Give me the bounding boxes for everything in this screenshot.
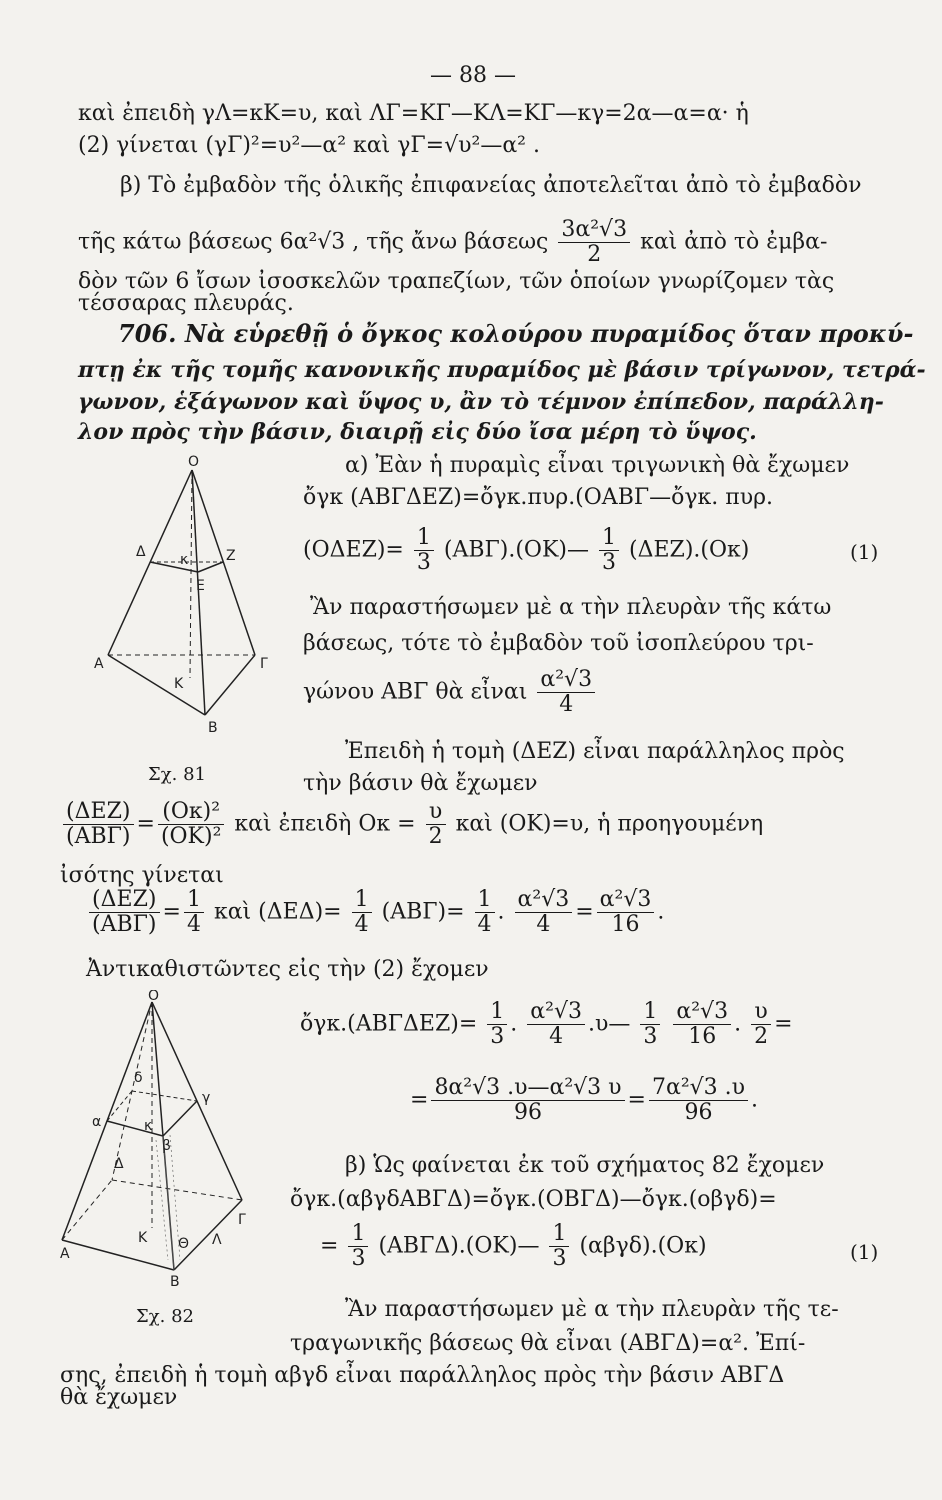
height-OK (190, 470, 192, 678)
text-fragment: καὶ (ΟΚ)=υ, ἡ προηγουμένη (455, 811, 764, 837)
numerator: (ΔΕΖ) (63, 800, 134, 825)
fraction (597, 888, 655, 937)
fig-label: Ζ (226, 548, 236, 564)
problem-text: Νὰ εὑρεθῇ ὁ ὄγκος κολούρου πυραμίδος ὅταν προκύ- (184, 319, 914, 348)
fraction (515, 888, 573, 937)
text-line: ὄγκ.(αβγδΑΒΓΔ)=ὄγκ.(ΟΒΓΔ)—ὄγκ.(οβγδ)= (290, 1187, 777, 1212)
fig-label: Κ (174, 676, 184, 692)
numerator: 1 (549, 1222, 569, 1247)
text-line: (2) γίνεται (γΓ)²=υ²—α² καὶ γΓ=√υ²—α² . (78, 133, 540, 158)
text-fragment: γώνου ΑΒΓ θὰ εἶναι (303, 679, 528, 705)
denominator: 16 (611, 912, 640, 937)
numerator: υ (426, 800, 446, 825)
fig-label: Θ (178, 1236, 190, 1252)
fraction (649, 1076, 748, 1125)
equation-line (320, 1222, 707, 1271)
text-fragment: = (320, 1233, 339, 1259)
text-line: β) Τὸ ἐμβαδὸν τῆς ὁλικῆς ἐπιφανείας ἀποτελεῖται ἀπὸ τὸ ἐμβαδὸν (120, 173, 862, 198)
edge-DG-hidden (112, 1180, 242, 1200)
denominator: 3 (490, 1024, 505, 1049)
text-line: βάσεως, τότε τὸ ἐμβαδὸν τοῦ ἰσοπλεύρου τρι- (303, 631, 814, 656)
edge-ad-hidden (107, 1091, 132, 1121)
fig-label: κ (144, 1118, 153, 1134)
figure-82-square-frustum (52, 990, 262, 1290)
numerator: 1 (599, 526, 619, 551)
numerator: (Οκ)² (158, 800, 224, 825)
denominator: 96 (513, 1100, 542, 1125)
text-line: τέσσαρας πλευράς. (78, 291, 294, 316)
fraction (599, 526, 619, 575)
text-line: τραγωνικῆς βάσεως θὰ εἶναι (ΑΒΓΔ)=α². Ἐπί- (290, 1331, 806, 1356)
numerator: 8α²√3 .υ—α²√3 υ (431, 1076, 624, 1101)
fraction (352, 888, 372, 937)
figure-82-caption: Σχ. 82 (136, 1306, 194, 1327)
fraction (673, 1000, 731, 1049)
denominator: (ΑΒΓ) (92, 912, 157, 937)
fig-label: Λ (212, 1232, 222, 1248)
text-line: Ἂν παραστήσωμεν μὲ α τὴν πλευρὰν τῆς τε- (345, 1297, 839, 1322)
fraction (89, 888, 160, 937)
text-line: Ἀντικαθιστῶντες εἰς τὴν (2) ἔχομεν (86, 957, 489, 982)
denominator: 3 (643, 1024, 658, 1049)
text-line: Ἂν παραστήσωμεν μὲ α τὴν πλευρὰν τῆς κάτω (310, 595, 832, 620)
problem-line: λον πρὸς τὴν βάσιν, διαιρῇ εἰς δύο ἴσα μέρη τὸ ὕψος. (78, 419, 757, 445)
numerator: 1 (348, 1222, 368, 1247)
fraction (549, 1222, 569, 1271)
fraction (558, 218, 630, 267)
equation-line: ὄγκ.(ΑΒΓΔΕΖ)= $\frac{1}{3}$ . $\frac{\text{α²√3}}{4}$ .υ— $\frac{1}{3}$ $\frac{\text{α²√3}}{16}$ . $\frac{\upsilon}{2}$ = (300, 999, 793, 1049)
numerator: (ΔΕΖ) (89, 888, 160, 913)
fig-label: δ (134, 1070, 143, 1086)
numerator: 3α²√3 (558, 218, 630, 243)
figure-81-caption: Σχ. 81 (148, 764, 206, 785)
page-number: — 88 — (430, 63, 516, 88)
fig-label: Δ (136, 544, 146, 560)
denominator: 4 (536, 912, 551, 937)
text-line: α) Ἐὰν ἡ πυραμὶς εἶναι τριγωνικὴ θὰ ἔχωμεν (345, 453, 850, 478)
numerator: 1 (487, 1000, 507, 1025)
text-fragment: καὶ ἐπειδὴ Οκ = (234, 811, 416, 837)
text-line: β) Ὡς φαίνεται ἐκ τοῦ σχήματος 82 ἔχομεν (345, 1153, 825, 1178)
fraction (426, 800, 446, 849)
text-line: τὴν βάσιν θὰ ἔχωμεν (303, 771, 538, 796)
text-fragment: (ΑΒΓ)= (381, 899, 465, 925)
edge-ab (107, 1121, 163, 1136)
numerator: α²√3 (597, 888, 655, 913)
text-line (78, 218, 827, 267)
text-line: καὶ ἐπειδὴ γΛ=κΚ=υ, καὶ ΛΓ=ΚΓ—ΚΛ=ΚΓ—κγ=2α—α=α· ἡ (78, 101, 749, 126)
fraction (414, 526, 434, 575)
text-fragment: (ΔΕΖ).(Οκ) (629, 537, 750, 563)
numerator: α²√3 (537, 668, 595, 693)
numerator: 1 (184, 888, 204, 913)
numerator: 1 (352, 888, 372, 913)
hatch-line (156, 1140, 168, 1260)
text-line: σης, ἐπειδὴ ἡ τομὴ αβγδ εἶναι παράλληλος πρὸς τὴν βάσιν ΑΒΓΔ (60, 1363, 785, 1388)
denominator: 4 (477, 912, 492, 937)
numerator: 7α²√3 .υ (649, 1076, 748, 1101)
edge-AB (62, 1240, 174, 1270)
fig-label: γ (202, 1090, 211, 1106)
denominator: 3 (416, 550, 431, 575)
fig-label: Ο (188, 454, 200, 470)
edge-dg-hidden (132, 1091, 197, 1101)
edge-EZ (198, 562, 223, 572)
denominator: 3 (552, 1246, 567, 1271)
problem-number: 706. (118, 319, 177, 348)
fig-label: Ο (148, 990, 160, 1004)
edge-bg (163, 1101, 197, 1136)
text-line: ἰσότης γίνεται (60, 863, 224, 888)
problem-line (118, 320, 913, 348)
text-fragment: καὶ ἀπὸ τὸ ἐμβα- (640, 229, 828, 255)
edge-AD-hidden (62, 1180, 112, 1240)
text-fragment: (ΟΔΕΖ)= (303, 537, 404, 563)
denominator: 2 (754, 1024, 769, 1049)
figure-81-triangular-frustum (80, 450, 280, 740)
text-line: θὰ ἔχωμεν (60, 1385, 178, 1410)
text-fragment: ὄγκ.(ΑΒΓΔΕΖ)= (300, 1011, 478, 1037)
text-line: Ἐπειδὴ ἡ τομὴ (ΔΕΖ) εἶναι παράλληλος πρὸς (345, 739, 845, 764)
fig-label: Β (170, 1274, 180, 1290)
text-fragment: (ΑΒΓ).(ΟΚ)— (443, 537, 589, 563)
equation-number: (1) (850, 540, 879, 564)
fraction (184, 888, 204, 937)
denominator: (ΟΚ)² (160, 824, 222, 849)
fig-label: Γ (260, 656, 268, 672)
fig-label: Κ (138, 1230, 148, 1246)
text-fragment: καὶ (ΔΕΔ)= (213, 899, 342, 925)
equation-line (303, 526, 749, 575)
fraction (640, 1000, 660, 1049)
denominator: 2 (587, 242, 602, 267)
denominator: 4 (549, 1024, 564, 1049)
numerator: 1 (414, 526, 434, 551)
text-fragment: (αβγδ).(Οκ) (579, 1233, 707, 1259)
text-line (303, 668, 598, 717)
numerator: α²√3 (515, 888, 573, 913)
denominator: 16 (688, 1024, 717, 1049)
fraction (348, 1222, 368, 1271)
fig-label: Α (94, 656, 104, 672)
fig-label: Δ (114, 1156, 124, 1172)
denominator: 3 (351, 1246, 366, 1271)
edge-AB (108, 655, 205, 715)
denominator: 3 (602, 550, 616, 575)
equation-number: (1) (850, 1240, 879, 1264)
numerator: 1 (475, 888, 495, 913)
fig-label: κ (180, 552, 189, 568)
denominator: (ΑΒΓ) (66, 824, 131, 849)
equation-line: = $\frac{\text{8α²√3 .υ—α²√3 υ}}{96}$ = $\frac{\text{7α²√3 .υ}}{96}$ . (410, 1075, 759, 1125)
fig-label: α (92, 1114, 102, 1130)
fraction (158, 800, 224, 849)
numerator: α²√3 (673, 1000, 731, 1025)
text-fragment: υ (595, 1011, 609, 1037)
edge-BG (205, 655, 255, 715)
fraction (537, 668, 595, 717)
denominator: 4 (186, 912, 201, 937)
fig-label: Β (208, 720, 218, 736)
text-fragment: τῆς κάτω βάσεως 6α²√3 , τῆς ἄνω βάσεως (78, 229, 549, 255)
hatch-line (163, 1136, 174, 1270)
fraction (63, 800, 134, 849)
text-fragment: (ΑΒΓΔ).(ΟΚ)— (378, 1233, 540, 1259)
fig-label: β (162, 1138, 171, 1154)
denominator: 4 (559, 692, 574, 717)
denominator: 2 (428, 824, 443, 849)
text-line: δὸν τῶν 6 ἴσων ἰσοσκελῶν τραπεζίων, τῶν ὁποίων γνωρίζομεν τὰς (78, 269, 835, 294)
numerator: α²√3 (527, 1000, 585, 1025)
fig-label: Γ (238, 1212, 246, 1228)
numerator: 1 (640, 1000, 660, 1025)
edge-BG (174, 1200, 242, 1270)
problem-line: γωνον, ἑξάγωνον καὶ ὕψος υ, ἂν τὸ τέμνον ἐπίπεδον, παράλλη- (78, 389, 884, 415)
fig-label: Ε (196, 578, 205, 594)
fraction (431, 1076, 624, 1125)
denominator: 4 (354, 912, 369, 937)
numerator: υ (751, 1000, 771, 1025)
text-line: ὄγκ (ΑΒΓΔΕΖ)=ὄγκ.πυρ.(ΟΑΒΓ—ὄγκ. πυρ. (303, 485, 774, 510)
fraction (475, 888, 495, 937)
fraction (751, 1000, 771, 1049)
equation-line: $\frac{\text{(ΔΕΖ)}}{\text{(ΑΒΓ)}}$ = $\frac{\text{(Οκ)²}}{\text{(ΟΚ)²}}$ καὶ ἐπειδὴ Οκ = $\frac{\upsilon}{2}$ καὶ (ΟΚ)=υ, ἡ προηγουμένη (60, 800, 763, 849)
problem-line: πτῃ ἐκ τῆς τομῆς κανονικῆς πυραμίδος μὲ βάσιν τρίγωνον, τετρά- (78, 357, 926, 383)
equation-line: $\frac{\text{(ΔΕΖ)}}{\text{(ΑΒΓ)}}$ = $\frac{1}{4}$ καὶ (ΔΕΔ)= $\frac{1}{4}$ (ΑΒΓ)= $\frac{1}{4}$ . $\frac{\text{α²√3}}{4}$ = $\frac{\text{α²√3}}{16}$ . (86, 888, 664, 937)
denominator: 96 (684, 1100, 713, 1125)
fig-label: Α (60, 1246, 70, 1262)
fraction (487, 1000, 507, 1049)
fraction (527, 1000, 585, 1049)
